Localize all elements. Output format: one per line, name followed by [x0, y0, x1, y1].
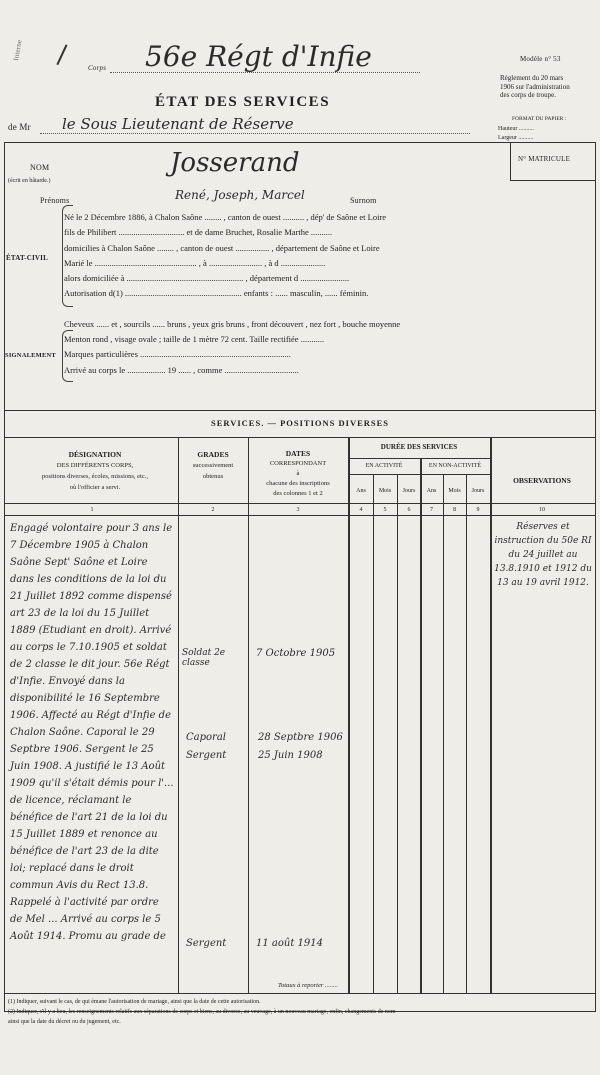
table-bottom-line: [4, 993, 596, 994]
rank-line: [40, 133, 470, 134]
duree-sub-line: [348, 458, 490, 459]
format-largeur: Largeur ..........: [498, 135, 534, 141]
date-entry-3: 25 Juin 1908: [258, 750, 323, 761]
nom-sub: (écrit en bâtarde.): [8, 178, 51, 184]
header-duree: DURÉE DES SERVICES: [380, 443, 458, 451]
observations-entry: Réserves et instruction du 50e RI du 24 juillet au 13.8.1910 et 1912 du 13 au 19 avril 1912.: [494, 522, 592, 588]
col-rule-2: [248, 437, 249, 993]
signalement-label: SIGNALEMENT: [5, 352, 56, 359]
col-rule-4: [373, 474, 374, 993]
grades-sub-2: obtenus: [202, 473, 224, 480]
margin-mark: [56, 44, 85, 73]
col-number-6: 6: [407, 507, 411, 513]
authorization-line: Autorisation d(1) ....................................................... enfants : ...... masculin, ...... féminin.: [64, 288, 369, 299]
surnom-label: Surnom: [350, 196, 377, 205]
col-number-2: 2: [211, 507, 215, 513]
spacer: [64, 302, 584, 317]
hair-line: Cheveux ...... et , sourcils ...... bruns , yeux gris bruns , front découvert , nez fort , bouche moyenne: [64, 318, 401, 329]
col-rule-1: [178, 437, 179, 993]
father-line: fils de Philibert ............................... et de dame Bruchet, Rosalie Marthe ..........: [64, 227, 333, 238]
col-rule-7: [443, 474, 444, 993]
arrival-line: Arrivé au corps le .................. 19 ...... , comme ...................................: [64, 364, 299, 375]
reglement-line-3: des corps de troupe.: [500, 91, 556, 99]
format-title: FORMAT DU PAPIER :: [512, 116, 567, 122]
reglement: [500, 74, 570, 100]
date-entry-2: 28 Septbre 1906: [258, 732, 343, 743]
designation-sub-1: DES DIFFÉRENTS CORPS,: [56, 462, 134, 469]
date-entry-4: 11 août 1914: [256, 938, 323, 949]
corps-value: 56e Régt d'Infie: [145, 40, 372, 73]
prenoms-value: René, Joseph, Marcel: [175, 188, 305, 202]
sub-col-ans-2: Ans: [426, 488, 437, 494]
matricule-label: N° MATRICULE: [518, 155, 571, 163]
dates-sub-2: à: [296, 470, 300, 477]
page-title: ÉTAT DES SERVICES: [155, 94, 331, 110]
col-number-3: 3: [296, 507, 300, 513]
nom-value: Josserand: [170, 148, 300, 178]
footnotes: [8, 997, 396, 1027]
header-designation: [6, 449, 184, 493]
nom-label: NOM: [30, 163, 50, 172]
margin-note: Interne: [12, 39, 24, 62]
col-rule-6: [420, 458, 422, 993]
sub-col-ans-1: Ans: [356, 488, 366, 494]
sub-col-mois-1: Mois: [378, 488, 392, 494]
dates-sub-1: CORRESPONDANT: [269, 460, 327, 467]
grade-entry-4: Sergent: [186, 938, 227, 949]
birth-line: Né le 2 Décembre 1886, à Chalon Saône ........ , canton de ouest .......... , dép' de Saône et Loire: [64, 212, 387, 222]
rank-prefix: de Mr: [8, 122, 31, 132]
sub-col-mois-2: Mois: [448, 488, 461, 494]
grades-sub-1: successivement: [192, 462, 234, 469]
banner-top-line: [4, 410, 596, 411]
col-number-1: 1: [90, 507, 94, 513]
activite-sub-line: [348, 474, 490, 475]
rank-value: le Sous Lieutenant de Réserve: [62, 115, 294, 133]
designation-sub-3: où l'officier a servi.: [69, 484, 121, 491]
sub-col-jours-2: Jours: [471, 488, 485, 494]
header-non-activite: EN NON-ACTIVITÉ: [428, 463, 482, 469]
format-hauteur: Hauteur ..........: [498, 126, 534, 132]
header-en-activite: EN ACTIVITÉ: [365, 463, 403, 469]
col-number-4: 4: [359, 507, 363, 513]
identity-lines: [64, 210, 584, 378]
etat-civil-brace: [62, 205, 73, 307]
col-number-5: 5: [383, 507, 387, 513]
grade-entry-1: Soldat 2e classe: [182, 648, 226, 668]
chin-line: Menton rond , visage ovale ; taille de 1 mètre 72 cent. Taille rectifiée ...........: [64, 334, 325, 345]
footnote-1: (1) Indiquer, suivant le cas, de qui émane l'autorisation de mariage, ainsi que la date de cette autorisation.: [8, 999, 261, 1005]
reglement-line-1: Règlement du 20 mars: [500, 74, 564, 82]
designation-title: DÉSIGNATION: [68, 450, 122, 459]
dates-title: DATES: [285, 449, 311, 458]
header-grades: [178, 449, 248, 482]
col-number-8: 8: [453, 507, 456, 513]
header-dates: [248, 449, 348, 499]
designation-sub-2: positions diverses, écoles, missions, etc.,: [42, 473, 148, 480]
footnote-3: ainsi que la date du décret ou du jugement, etc.: [8, 1019, 121, 1025]
col-number-9: 9: [476, 507, 480, 513]
header-observations: OBSERVATIONS: [513, 476, 571, 485]
domicile-line: domicilies à Chalon Saône ........ , canton de ouest ................ , département de Saône et Loire: [64, 242, 380, 253]
prenoms-label: Prénoms: [40, 196, 70, 205]
col-rule-3: [348, 437, 350, 993]
services-banner: SERVICES. — POSITIONS DIVERSES: [210, 418, 390, 428]
grades-title: GRADES: [197, 450, 229, 459]
dates-sub-4: des colonnes 1 et 2: [273, 490, 323, 497]
reglement-line-2: 1906 sur l'administration: [500, 82, 570, 91]
totaux-label: Totaux à reporter ........: [278, 982, 339, 989]
date-entry-1: 7 Octobre 1905: [256, 648, 336, 659]
numbers-bottom-line: [4, 515, 596, 516]
header-bottom-line: [4, 503, 596, 504]
col-rule-9: [490, 437, 492, 993]
modele-number: Modèle n° 53: [520, 55, 561, 63]
dates-sub-3: chacune des inscriptions: [266, 480, 330, 487]
sub-col-jours-1: Jours: [402, 488, 416, 494]
col-number-7: 7: [430, 507, 433, 513]
col-number-10: 10: [539, 507, 545, 513]
grade-entry-2: Caporal: [186, 732, 226, 743]
banner-bottom-line: [4, 437, 596, 438]
col-rule-5: [397, 474, 398, 993]
grade-entry-3: Sergent: [186, 750, 227, 761]
wife-domicile-line: alors domiciliée à ....................................................... , département d .......................: [64, 273, 350, 284]
corps-label: Corps: [88, 64, 107, 72]
corps-line: [110, 72, 420, 73]
etat-civil-label: ÉTAT-CIVIL: [6, 254, 48, 262]
footnote-2: (2) Indiquer, s'il y a lieu, les renseignements relatifs aux séparations de corps et biens, au divorce, au veuvage, à un nouveau mariage, enfin, changements de nom: [8, 1009, 396, 1015]
col-rule-8: [466, 474, 467, 993]
signalement-brace: [62, 330, 73, 382]
marks-line: Marques particulières .......................................................................: [64, 349, 291, 360]
designation-entries: Engagé volontaire pour 3 ans le 7 Décembre 1905 à Chalon Saône Sept' Saône et Loire dans les conditions de la loi du 21 Juillet 1892 comme dispensé art 23 de la loi du 15 Juillet 1889 (Etudiant en droit). Arrivé au corps le 7.10.1905 et soldat de 2 classe le dit jour. 56e Régt d'Infie. Envoyé dans la disponibilité le 16 Septembre 1906. Affecté au Régt d'Infie de Chalon Saône. Caporal le 29 Septbre 1906. Sergent le 25 Juin 1908. A justifié le 13 Août 1909 qu'il s'était démis pour l'... de licence, réclamant le bénéfice de l'art 21 de la loi du 15 Juillet 1889 et renonce au bénéfice de l'art 23 de la dite loi; replacé dans le droit commun Avis du Rect 13.8. Rappelé à l'activité par ordre de Mel ... Arrivé au corps le 5 Août 1914. Promu au grade de: [10, 523, 174, 942]
marriage-line: Marié le ................................................ , à ......................... , à d .....................: [64, 257, 326, 268]
